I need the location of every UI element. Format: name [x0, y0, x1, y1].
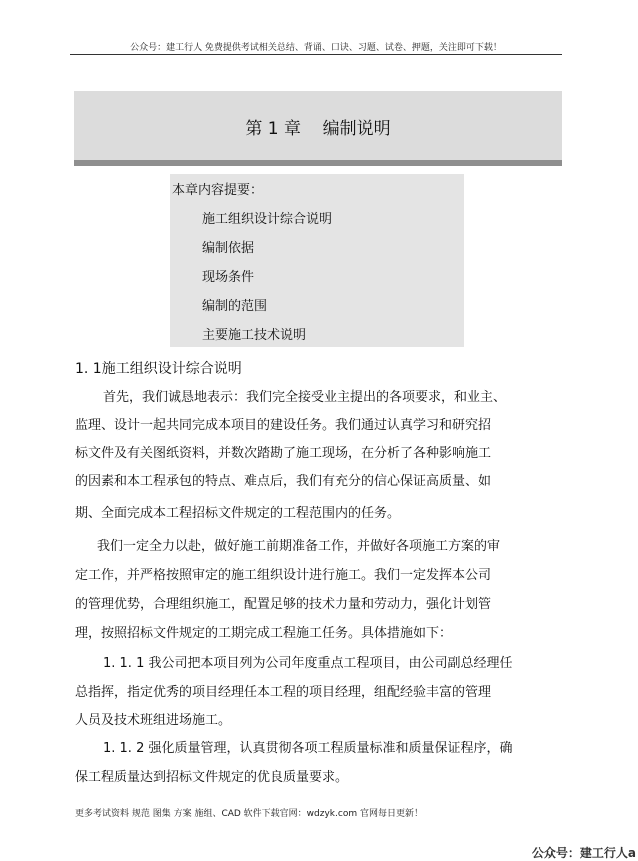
paragraph-line: 的因素和本工程承包的特点、难点后，我们有充分的信心保证高质量、如 [75, 474, 492, 489]
paragraph-line: 首先，我们诚恳地表示：我们完全接受业主提出的各项要求，和业主、 [103, 390, 507, 405]
paragraph-line: 我们一定全力以赴，做好施工前期准备工作，并做好各项施工方案的审 [97, 539, 501, 554]
watermark: 公众号：建工行人a [531, 846, 636, 860]
header-rule [70, 54, 562, 55]
paragraph-line: 定工作，并严格按照审定的施工组织设计进行施工。我们一定发挥本公司 [75, 568, 492, 583]
paragraph-line: 理，按照招标文件规定的工期完成工程施工任务。具体措施如下： [75, 626, 453, 641]
paragraph-line: 人员及技术班组进场施工。 [75, 713, 232, 728]
paragraph-line: 总指挥，指定优秀的项目经理任本工程的项目经理，组配经验丰富的管理 [75, 685, 492, 700]
summary-item: 编制依据 [202, 241, 255, 256]
chapter-title: 第 1 章 编制说明 [245, 119, 391, 139]
paragraph-line: 期、全面完成本工程招标文件规定的工程范围内的任务。 [75, 506, 401, 521]
summary-title: 本章内容提要： [172, 183, 264, 198]
paragraph-line: 1. 1. 1 我公司把本项目列为公司年度重点工程项目，由公司副总经理任 [103, 656, 513, 671]
paragraph-line: 保工程质量达到招标文件规定的优良质量要求。 [75, 770, 349, 785]
footer-note: 更多考试资料 规范 图集 方案 施组、CAD 软件下载官网：wdzyk.com 官网每日更新！ [75, 809, 423, 819]
chapter-banner-bar [74, 160, 562, 166]
summary-item: 编制的范围 [202, 299, 268, 314]
summary-item: 现场条件 [202, 270, 255, 285]
header-notice: 公众号：建工行人 免费提供考试相关总结、背诵、口诀、习题、试卷、押题，关注即可下载！ [130, 43, 502, 53]
paragraph-line: 1. 1. 2 强化质量管理，认真贯彻各项工程质量标准和质量保证程序，确 [103, 741, 513, 756]
paragraph-line: 标文件及有关图纸资料，并数次踏勘了施工现场，在分析了各种影响施工 [75, 446, 492, 461]
summary-item: 施工组织设计综合说明 [202, 212, 333, 227]
section-heading: 1. 1施工组织设计综合说明 [75, 361, 242, 377]
chapter-summary-box [170, 174, 464, 347]
summary-item: 主要施工技术说明 [202, 328, 307, 343]
paragraph-line: 的管理优势，合理组织施工，配置足够的技术力量和劳动力，强化计划管 [75, 597, 492, 612]
paragraph-line: 监理、设计一起共同完成本项目的建设任务。我们通过认真学习和研究招 [75, 418, 492, 433]
